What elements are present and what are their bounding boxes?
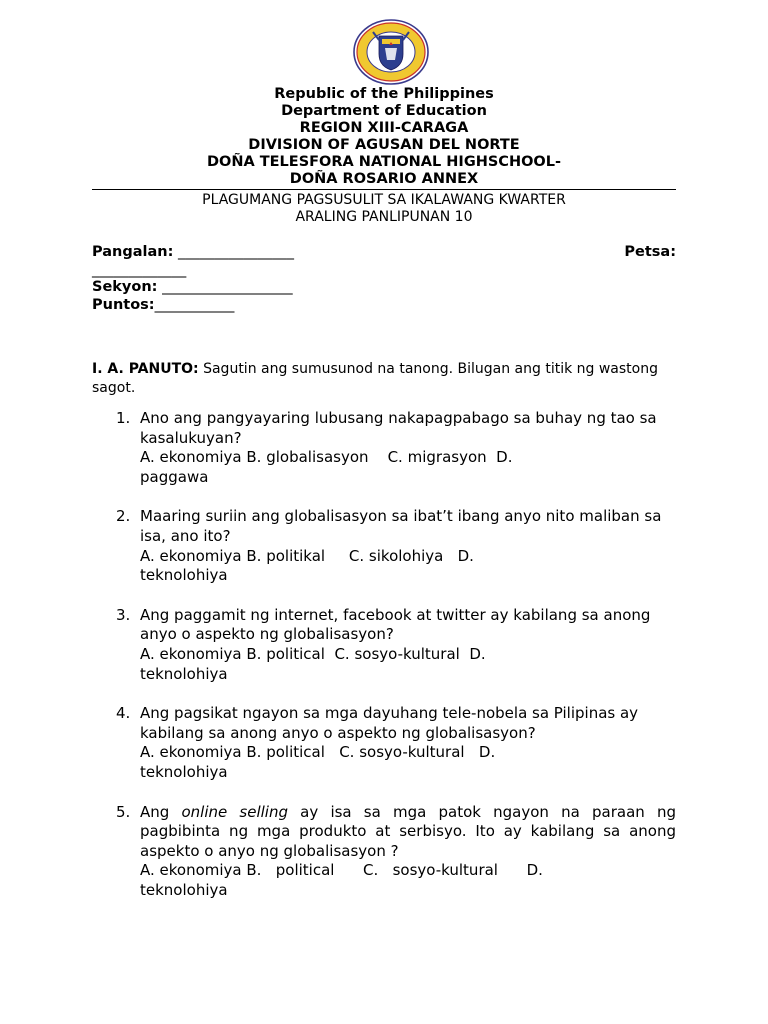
section-field	[92, 279, 676, 296]
question-number: 2.	[116, 507, 131, 526]
question-text: Ang paggamit ng internet, facebook at twitter ay kabilang sa anong anyo o aspekto ng globalisasyon?	[140, 605, 651, 644]
section-label: Sekyon:	[92, 279, 158, 295]
question-item	[116, 409, 676, 487]
header-line-annex: DOÑA ROSARIO ANNEX	[289, 171, 479, 187]
question-text: Ano ang pangyayaring lubusang nakapagpabago sa buhay ng tao sa kasalukuyan?	[140, 409, 657, 447]
header-line-region: REGION XIII-CARAGA	[299, 120, 469, 136]
exam-subject-line: ARALING PANLIPUNAN 10	[295, 209, 473, 225]
name-blank: ________________	[173, 244, 294, 260]
score-blank: ___________	[154, 297, 235, 313]
choices-continuation: paggawa	[140, 467, 209, 486]
choices-continuation: teknolohiya	[140, 664, 228, 683]
question-number: 4.	[116, 704, 131, 723]
instructions	[92, 360, 676, 398]
date-label: Petsa:	[624, 244, 676, 260]
question-list	[116, 409, 676, 920]
choices-continuation: teknolohiya	[140, 566, 228, 585]
question-text: Maaring suriin ang globalisasyon sa ibat’t ibang anyo nito maliban sa isa, ano ito?	[140, 507, 662, 545]
choices-continuation: teknolohiya	[140, 880, 228, 899]
choices-line: A. ekonomiya B. politikal C. sikolohiya D.	[140, 546, 474, 565]
question-number: 1.	[116, 409, 131, 427]
name-label: Pangalan:	[92, 244, 174, 260]
exam-title	[92, 192, 676, 226]
question-text-end: ay isa sa mga patok ngayon na paraan ng pagbibinta ng mga produkto at serbisyo. Ito ay kabilang sa anong aspekto o anyo ng globalisasyon ?	[140, 802, 676, 860]
question-number: 3.	[116, 605, 131, 624]
question-choices	[140, 743, 676, 782]
instructions-label: I. A. PANUTO:	[92, 361, 199, 377]
question-number: 5.	[116, 802, 131, 821]
exam-title-line: PLAGUMANG PAGSUSULIT SA IKALAWANG KWARTER	[202, 192, 566, 208]
question-choices	[140, 645, 676, 684]
section-blank: __________________	[157, 279, 293, 295]
choices-line: A. ekonomiya B. globalisasyon C. migrasyon D.	[140, 448, 513, 467]
header-line-department: Department of Education	[281, 103, 487, 119]
choices-line: A. ekonomiya B. political C. sosyo-kultural D.	[140, 743, 496, 762]
question-text-start: Ang	[140, 802, 182, 821]
question-text: Ang pagsikat ngayon sa mga dayuhang tele-nobela sa Pilipinas ay kabilang sa anong anyo o aspekto ng globalisasyon?	[140, 704, 639, 742]
deped-seal-logo	[351, 18, 431, 86]
question-item	[116, 803, 676, 901]
question-item	[116, 704, 676, 782]
instructions-text: Sagutin ang sumusunod na tanong. Bilugan ang titik ng wastong sagot.	[92, 361, 658, 396]
header-line-division: DIVISION OF AGUSAN DEL NORTE	[248, 137, 520, 153]
header-line-republic: Republic of the Philippines	[274, 86, 494, 102]
choices-line: A. ekonomiya B. political C. sosyo-kultural D.	[140, 861, 543, 880]
date-field	[92, 244, 676, 261]
date-blank: _____________	[92, 262, 187, 278]
question-item	[116, 606, 676, 684]
header-divider	[92, 189, 676, 190]
question-choices	[140, 448, 676, 487]
question-item	[116, 507, 676, 585]
choices-continuation: teknolohiya	[140, 762, 228, 781]
question-choices	[140, 547, 676, 586]
date-blank-line	[92, 262, 676, 279]
school-header	[92, 86, 676, 188]
choices-line: A. ekonomiya B. political C. sosyo-kultural D.	[140, 644, 486, 663]
question-choices	[140, 861, 676, 900]
question-text	[140, 803, 676, 862]
header-line-school: DOÑA TELESFORA NATIONAL HIGHSCHOOL-	[206, 154, 561, 170]
score-field	[92, 297, 676, 314]
question-text-emphasis: online selling	[181, 802, 288, 821]
score-label: Puntos:	[92, 297, 155, 313]
